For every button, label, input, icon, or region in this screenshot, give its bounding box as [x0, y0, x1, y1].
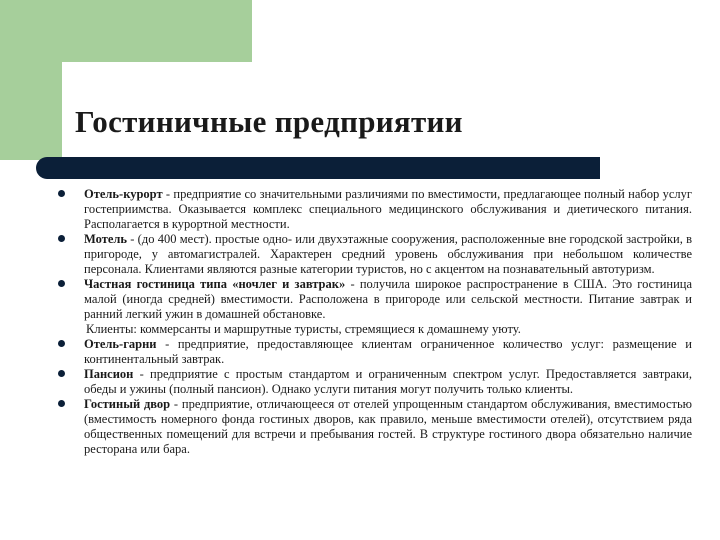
- bullet-icon: [58, 280, 65, 287]
- item-continuation: Клиенты: коммерсанты и маршрутные туристы, стремящиеся к домашнему уюту.: [86, 322, 521, 336]
- list-item: [58, 277, 692, 322]
- title-underline-bar: [36, 157, 600, 179]
- item-term: Гостиный двор: [84, 397, 171, 411]
- list-item: [58, 367, 692, 397]
- bullet-icon: [58, 190, 65, 197]
- list-item: [58, 232, 692, 277]
- item-term: Частная гостиница типа «ночлег и завтрак»: [84, 277, 346, 291]
- item-term: Мотель: [84, 232, 128, 246]
- decorative-green-strip: [0, 0, 62, 160]
- item-text: - (до 400 мест). простые одно- или двухэтажные сооружения, расположенные вне городской застройки, в пригороде, у автомагистралей. Характерен средний уровень обслуживания при небольшом количестве персонала. Клиентами являются разные категории туристов, но с акцентом на познавательный автотуризм.: [84, 232, 692, 276]
- item-text: - предприятие, отличающееся от отелей упрощенным стандартом обслуживания, вместимостью (вместимость номерного фонда гостиных дворов, как правило, меньше вместимости отелей), отсутствием ряда общественных помещений для встречи и пребывания гостей. В структуре гостиного двора обязательно наличие ресторана или бара.: [84, 397, 692, 456]
- item-text: - предприятие со значительными различиями по вместимости, предлагающее полный набор услуг гостеприимства. Оказывается комплекс специального медицинского обслуживания и диетического питания. Располагается в курортной местности.: [84, 187, 692, 231]
- bullet-icon: [58, 400, 65, 407]
- bullet-icon: [58, 235, 65, 242]
- item-term: Отель-курорт: [84, 187, 163, 201]
- list-item: [58, 337, 692, 367]
- list-item: [58, 187, 692, 232]
- item-term: Пансион: [84, 367, 134, 381]
- bullet-icon: [58, 370, 65, 377]
- slide-title: Гостиничные предприятии: [75, 104, 463, 139]
- item-text: - получила широкое распространение в США. Это гостиница малой (иногда средней) вместимости. Расположена в пригороде или сельской местности. Питание завтрак и ранний легкий ужин в домашней обстановке.: [84, 277, 693, 321]
- item-term: Отель-гарни: [84, 337, 157, 351]
- bullet-icon: [58, 340, 65, 347]
- decorative-corner: [62, 62, 102, 102]
- item-text: - предприятие с простым стандартом и ограниченным спектром услуг. Предоставляется завтраки, обеды и ужины (полный пансион). Однако услуги питания могут получить только клиенты.: [84, 367, 692, 396]
- bullet-list: [58, 187, 692, 457]
- list-item: [58, 397, 692, 457]
- item-text: - предприятие, предоставляющее клиентам ограниченное количество услуг: размещение и континентальный завтрак.: [84, 337, 692, 366]
